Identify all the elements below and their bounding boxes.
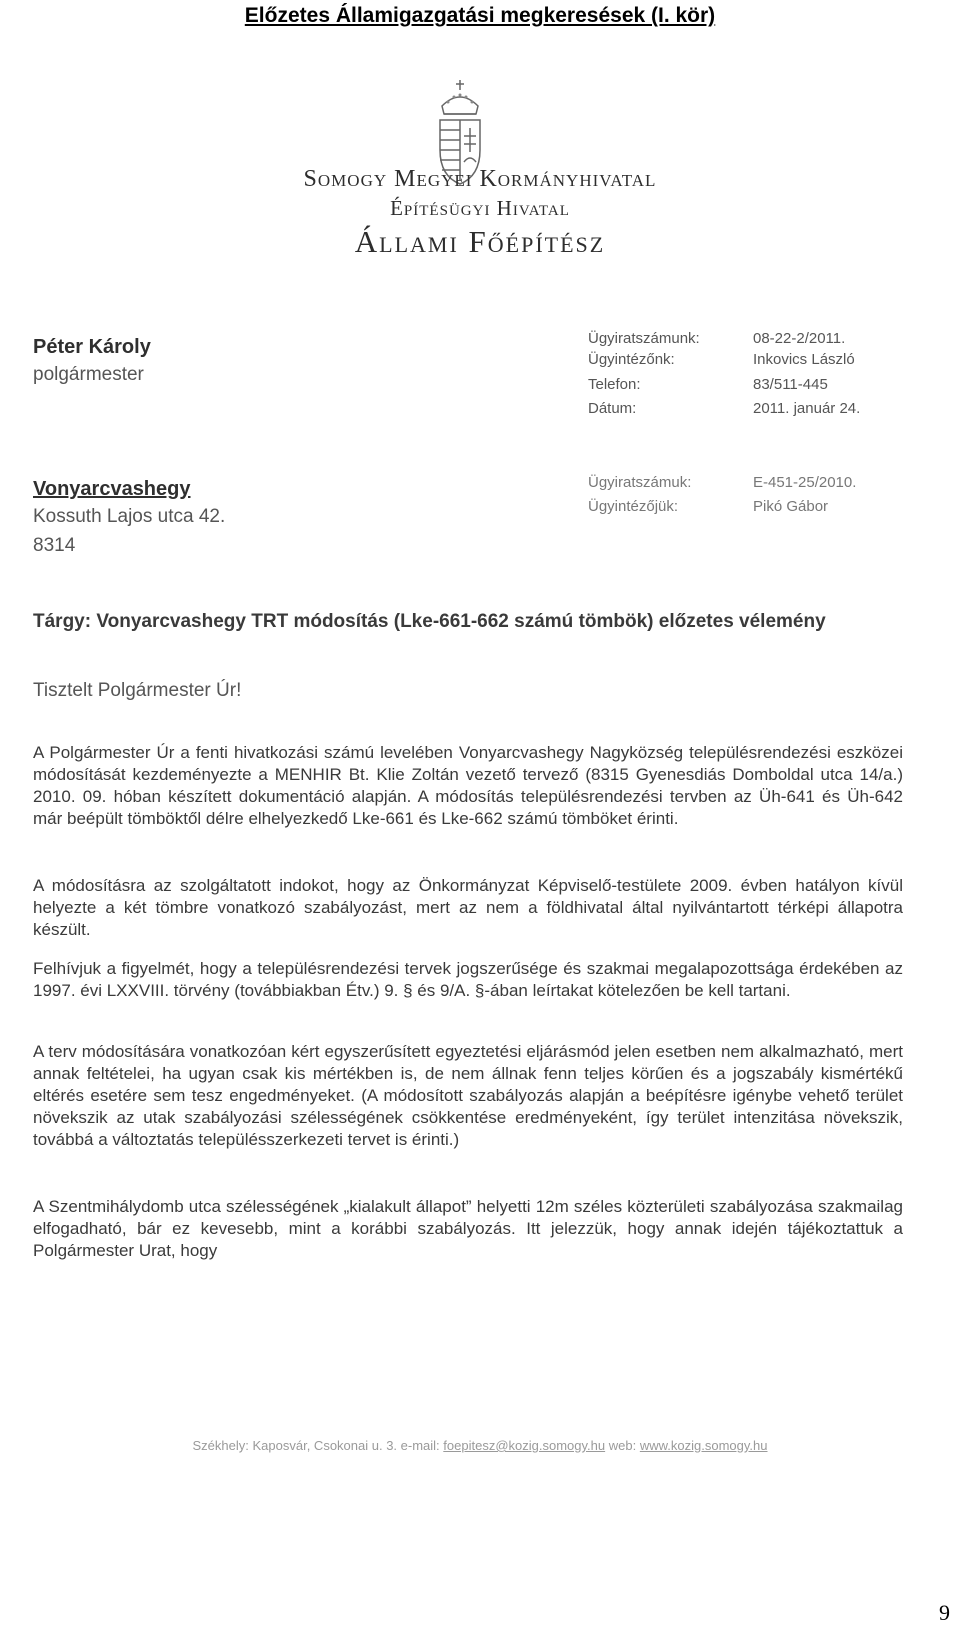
recipient-name: Péter Károly — [33, 336, 151, 358]
body-paragraph — [33, 742, 903, 830]
letter-footer — [0, 1438, 960, 1453]
scanned-letter — [0, 36, 960, 1536]
reference-value: 83/511-445 — [753, 376, 828, 393]
footer-seat: Kaposvár, Csokonai u. 3. — [252, 1438, 398, 1453]
body-paragraph — [33, 875, 903, 941]
footer-web-label: web: — [608, 1438, 637, 1453]
reference-label: Ügyiratszámuk: — [588, 474, 692, 491]
paragraph-text: Felhívjuk a figyelmét, hogy a településrendezési tervek jogszerűsége és szakmai megalapozottsága érdekében az 1997. évi LXXVIII. törvény (továbbiakban Étv.) 9. § és 9/A. §-ában leírtakat kötelezően be kell tartani. — [33, 959, 903, 1000]
footer-email-label: e-mail: — [400, 1438, 440, 1453]
reference-label: Ügyintézőjük: — [588, 498, 679, 515]
footer-email-link[interactable]: foepitesz@kozig.somogy.hu — [443, 1438, 606, 1453]
paragraph-text: A módosításra az szolgáltatott indokot, hogy az Önkormányzat Képviselő-testülete 2009. évben hatályon kívül helyezte a két tömbre vonatkozó szabályozást, mert az nem a földhivatal által nyilvántartott térképi állapotra készült. — [33, 876, 903, 939]
office-department: Építésügyi Hivatal — [390, 196, 570, 220]
office-name: Somogy Megyei Kormányhivatal — [303, 166, 657, 192]
salutation: Tisztelt Polgármester Úr! — [33, 680, 242, 701]
reference-value: 08-22-2/2011. — [753, 330, 846, 347]
paragraph-text: A Szentmihálydomb utca szélességének „kialakult állapot” helyetti 12m széles közterületi szabályozása szakmailag elfogadható, bár ez kevesebb, mint a korábbi szabályozás. Itt jelezzük, hogy annak idején tájékoztattuk a Polgármester Urat, hogy — [33, 1197, 903, 1260]
recipient-role: polgármester — [33, 364, 144, 385]
recipient-town: Vonyarcvashegy — [33, 478, 191, 500]
reference-label: Ügyintézőnk: — [588, 351, 675, 368]
page-title: Előzetes Államigazgatási megkeresések (I. kör) — [244, 4, 716, 27]
reference-value: 2011. január 24. — [753, 400, 861, 417]
footer-web-link[interactable]: www.kozig.somogy.hu — [639, 1438, 768, 1453]
page-number: 9 — [939, 1600, 950, 1625]
footer-seat-label: Székhely: — [192, 1438, 249, 1453]
paragraph-text: A terv módosítására vonatkozóan kért egyszerűsített egyeztetési eljárásmód jelen esetben nem alkalmazható, mert annak feltételei, ha ugyan csak kis mértékben is, de nem állnak fenn teljes körűen és a jogszabály kismértékű eltérés esetére sem tesz engedményeket. (A módosított szabályozás alapján a beépítésre igénybe vehető terület növekszik az utak szabályozási szélességének csökkentése eredményeként, így terület intenzitása növekszik, továbbá a változtatás településszerkezeti tervet is érinti.) — [33, 1042, 903, 1149]
recipient-street: Kossuth Lajos utca 42. — [33, 506, 226, 527]
reference-value: E-451-25/2010. — [753, 474, 857, 491]
paragraph-text: A Polgármester Úr a fenti hivatkozási számú levelében Vonyarcvashegy Nagyközség településrendezési eszközei módosítását kezdeményezte a MENHIR Bt. Klie Zoltán vezető tervező (8315 Gyenesdiás Domboldal utca 14/a.) 2010. 09. hóban készített dokumentáció alapján. A módosítás településrendezési tervben az Üh-641 és Üh-642 már beépült tömböktől délre elhelyezkedő Lke-661 és Lke-662 számú tömböket érinti. — [33, 743, 903, 828]
reference-value: Pikó Gábor — [753, 498, 829, 515]
recipient-zip: 8314 — [33, 535, 76, 556]
body-paragraph — [33, 1041, 903, 1151]
body-paragraph — [33, 958, 903, 1002]
body-paragraph — [33, 1196, 903, 1262]
letter-subject: Tárgy: Vonyarcvashegy TRT módosítás (Lke-661-662 számú tömbök) előzetes vélemény — [33, 611, 826, 632]
office-title: Állami Főépítész — [354, 224, 606, 259]
reference-value: Inkovics László — [753, 351, 855, 368]
reference-label: Ügyiratszámunk: — [588, 330, 700, 347]
reference-label: Telefon: — [588, 376, 641, 393]
reference-label: Dátum: — [588, 400, 637, 417]
